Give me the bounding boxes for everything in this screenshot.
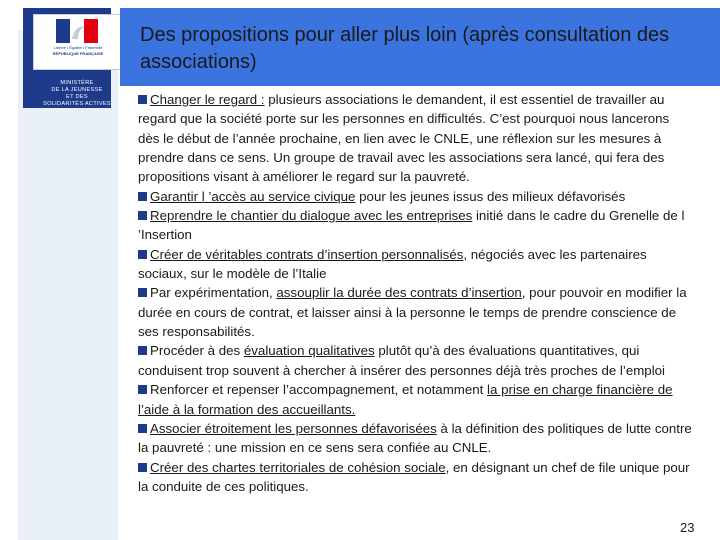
list-item [138, 419, 694, 458]
bullet-icon [138, 211, 147, 220]
ministry-line: ET DES [66, 94, 88, 100]
item-text: plutôt qu’à des évaluations quantitatives, qui conduisent trop souvent à chercher à insérer des personnes déjà très proches de l’emploi [138, 343, 666, 378]
item-text: initié dans le cadre du Grenelle de l ’Insertion [138, 208, 685, 243]
item-prefix: Procéder à des [150, 343, 244, 359]
republic-logo-card [33, 14, 121, 70]
item-emphasis: Garantir l ’accès au service civique [150, 188, 356, 204]
item-emphasis: Créer des chartes territoriales de cohésion sociale [150, 459, 446, 475]
list-item [138, 458, 694, 497]
list-item [138, 380, 694, 419]
ministry-line: MINISTÈRE [60, 80, 94, 86]
list-item [138, 283, 694, 341]
page-number: 23 [680, 520, 695, 535]
item-text: pour les jeunes issus des milieux défavorisés [355, 188, 626, 204]
ministry-logo [23, 8, 111, 108]
bullet-icon [138, 463, 147, 472]
bullet-icon [138, 346, 147, 355]
list-item [138, 245, 694, 284]
logo-republic: RÉPUBLIQUE FRANÇAISE [52, 51, 104, 56]
list-item [138, 90, 694, 187]
item-text: , pour pouvoir en modifier la durée en cours de contrat, et laisser ainsi à la personne le temps de prendre conscience de ses responsabilités. [138, 285, 687, 340]
bullet-icon [138, 288, 147, 297]
item-text: plusieurs associations le demandent, il est essentiel de travailler au regard que la société porte sur les personnes en difficultés. C’est pourquoi nous lancerons dès le début de l’année prochaine, en lien avec le CNLE, une réflexion sur les mesures à prendre dans ce sens. Un groupe de travail avec les associations sera lancé, qui fera des propositions visant à améliorer le regard sur la pauvreté. [138, 92, 670, 185]
proposals-list [138, 90, 694, 496]
bullet-icon [138, 250, 147, 259]
left-margin [0, 0, 18, 540]
item-emphasis: évaluation qualitatives [243, 343, 375, 359]
item-emphasis: assouplir la durée des contrats d’insertion [276, 285, 522, 301]
item-emphasis: Créer de véritables contrats d’insertion personnalisés [150, 246, 464, 262]
slide-title: Des propositions pour aller plus loin (après consultation des associations) [140, 24, 670, 73]
item-emphasis: Changer le regard : [150, 92, 265, 107]
ministry-name [37, 80, 117, 108]
item-emphasis: la prise en charge financière de l’aide à la formation des accueillants. [138, 382, 673, 417]
marianne-emblem-icon [56, 19, 98, 43]
item-emphasis: Associer étroitement les personnes défavorisées [150, 420, 437, 436]
bullet-icon [138, 385, 147, 394]
list-item [138, 187, 694, 206]
logo-motto: Liberté • Égalité • Fraternité [53, 45, 103, 50]
ministry-line: SOLIDARITÉS ACTIVES [43, 101, 111, 107]
bullet-icon [138, 192, 147, 201]
bullet-icon [138, 95, 147, 104]
item-text: à la définition des politiques de lutte contre la pauvreté : une mission en ce sens sera confiée au CNLE. [138, 420, 692, 456]
bullet-icon [138, 424, 147, 433]
item-text: , en désignant un chef de file unique pour la conduite de ces politiques. [138, 459, 690, 494]
list-item [138, 341, 694, 380]
item-prefix: Renforcer et repenser l’accompagnement, et notamment [150, 382, 488, 398]
item-emphasis: Reprendre le chantier du dialogue avec les entreprises [150, 208, 473, 224]
item-text: , négociés avec les partenaires sociaux, sur le modèle de l’Italie [138, 246, 647, 282]
item-prefix: Par expérimentation, [150, 285, 277, 301]
ministry-line: DE LA JEUNESSE [51, 87, 103, 93]
list-item [138, 206, 694, 245]
